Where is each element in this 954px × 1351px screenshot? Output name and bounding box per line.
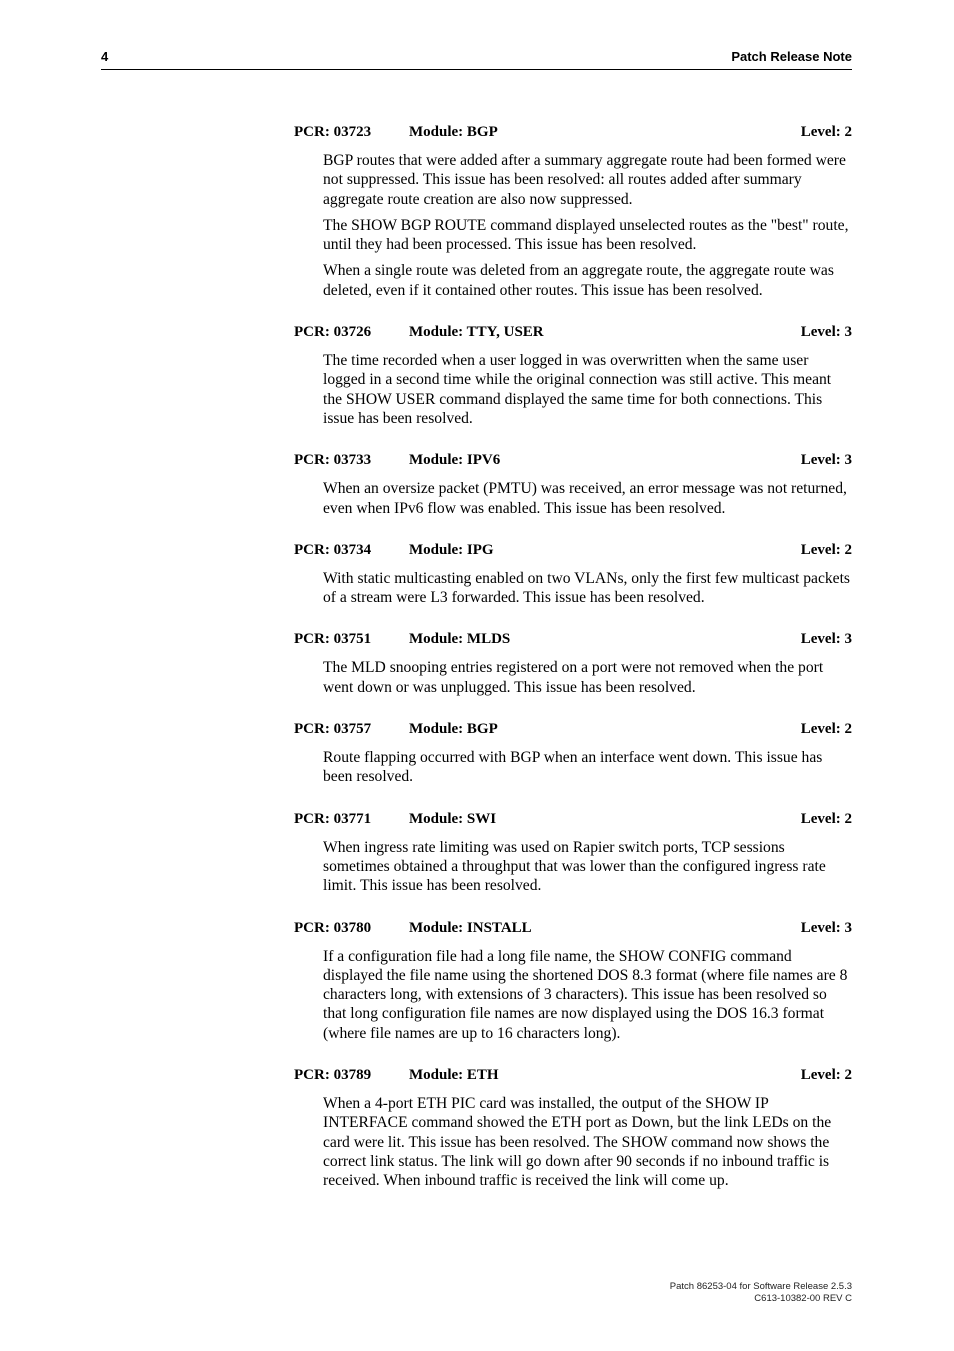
pcr-heading: [294, 540, 852, 562]
pcr-level: Level: 3: [800, 919, 852, 936]
pcr-level: Level: 3: [800, 324, 852, 341]
pcr-description: The time recorded when a user logged in was overwritten when the same user logged in a second time while the original connection was still active. This meant the SHOW USER command displayed the same time for both connections. This issue has been resolved.: [323, 352, 832, 427]
pcr-description: When a single route was deleted from an aggregate route, the aggregate route was deleted, even if it contained other routes. This issue has been resolved.: [323, 262, 834, 299]
pcr-description: The SHOW BGP ROUTE command displayed unselected routes as the "best" route, until they had been processed. This issue has been resolved.: [323, 216, 849, 254]
pcr-entry: [294, 322, 852, 428]
pcr-heading: [294, 918, 852, 940]
pcr-id: PCR: 03751: [294, 631, 372, 648]
pcr-description: When a 4-port ETH PIC card was installed, the output of the SHOW IP INTERFACE command showed the ETH port as Down, but the link LEDs on the card were lit. This issue has been resolved. The SHOW command now shows the correct link status. The link will go down after 90 seconds if no inbound traffic is received. When inbound traffic is received the link will come up.: [323, 1095, 832, 1190]
pcr-description: The MLD snooping entries registered on a port were not removed when the port went down or was unplugged. This issue has been resolved.: [323, 659, 824, 696]
pcr-level: Level: 2: [800, 124, 852, 140]
pcr-id: PCR: 03723: [294, 124, 372, 140]
pcr-heading: [294, 450, 852, 472]
pcr-entry: [294, 719, 852, 787]
pcr-id: PCR: 03733: [294, 452, 372, 469]
pcr-heading: [294, 719, 852, 741]
pcr-list: [294, 122, 852, 1213]
page-footer: [670, 1281, 852, 1305]
footer-doc-code: C613-10382-00 REV C: [754, 1293, 852, 1304]
pcr-entry: [294, 450, 852, 518]
pcr-level: Level: 3: [800, 452, 852, 469]
pcr-level: Level: 2: [800, 1067, 852, 1084]
pcr-description: When ingress rate limiting was used on Rapier switch ports, TCP sessions sometimes obtained a throughput that was lower than the configured ingress rate limit. This issue has been resolved.: [323, 838, 826, 895]
pcr-module: Module: BGP: [409, 721, 498, 738]
pcr-entry: [294, 1065, 852, 1190]
pcr-id: PCR: 03771: [294, 810, 372, 827]
pcr-level: Level: 2: [800, 810, 852, 827]
pcr-entry: [294, 918, 852, 1043]
page-header: [101, 47, 852, 70]
pcr-id: PCR: 03789: [294, 1067, 372, 1084]
pcr-id: PCR: 03734: [294, 541, 372, 558]
document-title: Patch Release Note: [731, 49, 852, 64]
pcr-description: Route flapping occurred with BGP when an interface went down. This issue has been resolved.: [323, 749, 823, 786]
pcr-module: Module: BGP: [409, 124, 498, 140]
pcr-heading: [294, 1065, 852, 1087]
pcr-module: Module: IPG: [409, 541, 494, 558]
pcr-id: PCR: 03757: [294, 721, 372, 738]
pcr-heading: [294, 122, 852, 144]
pcr-module: Module: IPV6: [409, 452, 501, 469]
pcr-module: Module: INSTALL: [409, 919, 532, 936]
pcr-module: Module: ETH: [409, 1067, 499, 1084]
pcr-module: Module: TTY, USER: [409, 324, 544, 341]
pcr-entry: [294, 540, 852, 608]
pcr-description: If a configuration file had a long file name, the SHOW CONFIG command displayed the file name using the shortened DOS 8.3 format (where file names are 8 characters long, with extensions of 3 characters). This issue has been resolved so that long configuration file names are now displayed using the DOS 16.3 format (where file names are up to 16 characters long).: [323, 947, 848, 1042]
pcr-id: PCR: 03726: [294, 324, 372, 341]
page-number: 4: [101, 49, 109, 64]
pcr-level: Level: 2: [800, 541, 852, 558]
pcr-description: With static multicasting enabled on two VLANs, only the first few multicast packets of a stream were L3 forwarded. This issue has been resolved.: [323, 569, 850, 607]
pcr-level: Level: 3: [800, 631, 852, 648]
pcr-id: PCR: 03780: [294, 919, 372, 936]
pcr-entry: [294, 122, 852, 300]
pcr-level: Level: 2: [800, 721, 852, 738]
pcr-module: Module: MLDS: [409, 631, 511, 648]
pcr-module: Module: SWI: [409, 810, 497, 827]
pcr-heading: [294, 809, 852, 831]
footer-patch-line: Patch 86253-04 for Software Release 2.5.3: [669, 1281, 852, 1292]
pcr-heading: [294, 629, 852, 651]
pcr-heading: [294, 322, 852, 344]
pcr-description: When an oversize packet (PMTU) was received, an error message was not returned, even when IPv6 flow was enabled. This issue has been resolved.: [323, 480, 847, 517]
pcr-entry: [294, 629, 852, 697]
pcr-entry: [294, 809, 852, 896]
pcr-description: BGP routes that were added after a summary aggregate route had been formed were not suppressed. This issue has been resolved: all routes added after summary aggregate route creation are also now suppressed.: [323, 152, 846, 208]
